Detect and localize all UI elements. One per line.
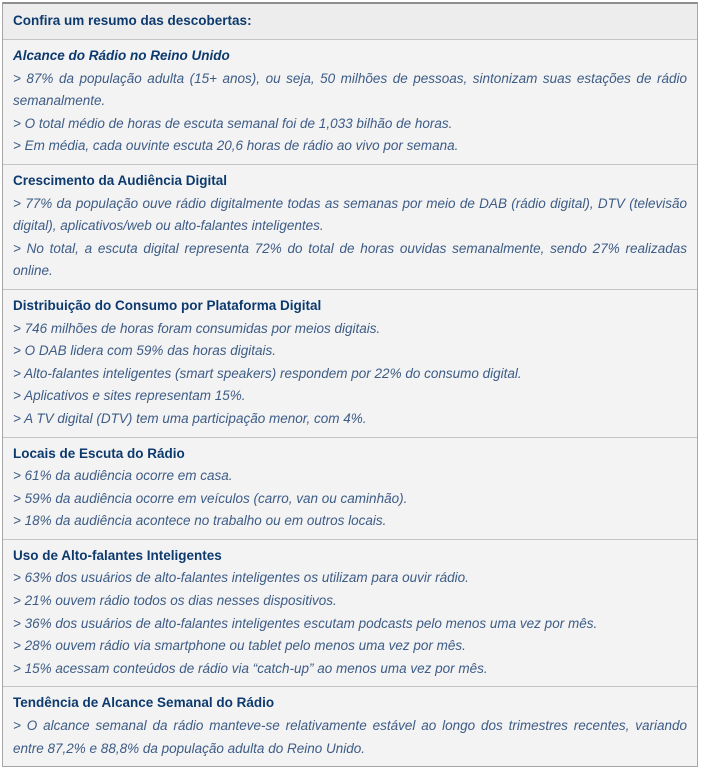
section-heading: Crescimento da Audiência Digital (13, 172, 228, 188)
findings-summary-panel (2, 2, 698, 767)
panel-title: Confira um resumo das descobertas: (13, 13, 252, 28)
finding-item: > 15% acessam conteúdos de rádio via “catch-up” ao menos uma vez por mês. (13, 660, 488, 676)
finding-item: > Alto-falantes inteligentes (smart speakers) respondem por 22% do consumo digital. (13, 365, 522, 381)
finding-item: > 63% dos usuários de alto-falantes inteligentes os utilizam para ouvir rádio. (13, 570, 469, 586)
finding-item: > 36% dos usuários de alto-falantes inteligentes escutam podcasts pelo menos uma vez por mês. (13, 615, 598, 631)
finding-item: > No total, a escuta digital representa 72% do total de horas ouvidas semanalmente, sendo 27% realizadas online. (13, 240, 687, 279)
section-heading: Alcance do Rádio no Reino Unido (13, 48, 230, 63)
sections-container (3, 40, 697, 766)
section-heading: Uso de Alto-falantes Inteligentes (13, 547, 222, 563)
section-heading: Tendência de Alcance Semanal do Rádio (13, 695, 275, 711)
summary-section (3, 40, 697, 164)
finding-item: > 87% da população adulta (15+ anos), ou seja, 50 milhões de pessoas, sintonizam suas estações de rádio semanalmente. (13, 70, 687, 109)
summary-section (3, 437, 697, 539)
finding-item: > A TV digital (DTV) tem uma participação menor, com 4%. (13, 410, 367, 426)
finding-item: > 59% da audiência ocorre em veículos (carro, van ou caminhão). (13, 490, 408, 506)
finding-item: > Aplicativos e sites representam 15%. (13, 388, 246, 404)
summary-section (3, 164, 697, 289)
finding-item: > Em média, cada ouvinte escuta 20,6 horas de rádio ao vivo por semana. (13, 138, 459, 154)
panel-header (3, 4, 697, 40)
finding-item: > 746 milhões de horas foram consumidas por meios digitais. (13, 320, 381, 336)
summary-section (3, 289, 697, 437)
finding-item: > 61% da audiência ocorre em casa. (13, 468, 233, 484)
summary-section (3, 539, 697, 687)
finding-item: > 18% da audiência acontece no trabalho ou em outros locais. (13, 513, 387, 529)
finding-item: > O DAB lidera com 59% das horas digitais. (13, 343, 276, 359)
finding-item: > 28% ouvem rádio via smartphone ou tablet pelo menos uma vez por mês. (13, 638, 466, 654)
section-heading: Distribuição do Consumo por Plataforma Digital (13, 297, 322, 313)
finding-item: > O alcance semanal da rádio manteve-se relativamente estável ao longo dos trimestres recentes, variando entre 87,2% e 88,8% da população adulta do Reino Unido. (13, 718, 687, 756)
summary-section (3, 686, 697, 766)
finding-item: > O total médio de horas de escuta semanal foi de 1,033 bilhão de horas. (13, 115, 453, 131)
section-heading: Locais de Escuta do Rádio (13, 445, 185, 461)
finding-item: > 21% ouvem rádio todos os dias nesses dispositivos. (13, 593, 337, 609)
finding-item: > 77% da população ouve rádio digitalmente todas as semanas por meio de DAB (rádio digital), DTV (televisão digital), aplicativos/web ou alto-falantes inteligentes. (13, 195, 687, 234)
